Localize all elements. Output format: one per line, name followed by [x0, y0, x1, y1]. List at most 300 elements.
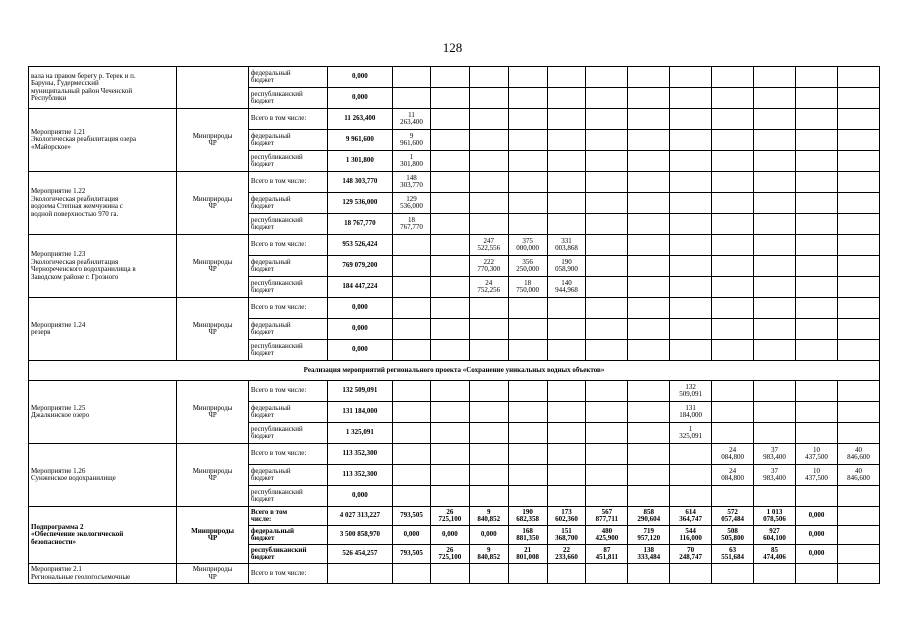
- year-amount-cell: 151 368,700: [547, 526, 586, 545]
- year-amount-cell: [837, 88, 879, 109]
- year-amount-cell: [795, 277, 837, 298]
- year-amount-cell: [469, 340, 508, 361]
- executor-cell: Минприроды ЧР: [177, 298, 249, 361]
- total-amount-cell: 4 027 313,227: [327, 507, 392, 526]
- year-amount-cell: [586, 381, 628, 402]
- year-amount-cell: [628, 402, 670, 423]
- year-amount-cell: [469, 151, 508, 172]
- year-amount-cell: [508, 88, 547, 109]
- year-amount-cell: 1 013 078,506: [754, 507, 796, 526]
- year-amount-cell: [837, 526, 879, 545]
- year-amount-cell: [393, 235, 431, 256]
- year-amount-cell: [586, 423, 628, 444]
- table-row: [29, 67, 880, 88]
- year-amount-cell: [430, 151, 469, 172]
- year-amount-cell: [837, 67, 879, 88]
- year-amount-cell: [547, 67, 586, 88]
- year-amount-cell: 1 301,800: [393, 151, 431, 172]
- year-amount-cell: [469, 172, 508, 193]
- year-amount-cell: 222 770,300: [469, 256, 508, 277]
- year-amount-cell: [586, 465, 628, 486]
- year-amount-cell: 40 846,600: [837, 444, 879, 465]
- total-amount-cell: 18 767,770: [327, 214, 392, 235]
- year-amount-cell: 572 057,484: [712, 507, 754, 526]
- year-amount-cell: [670, 214, 712, 235]
- year-amount-cell: [837, 235, 879, 256]
- year-amount-cell: [795, 423, 837, 444]
- year-amount-cell: [754, 486, 796, 507]
- year-amount-cell: [628, 130, 670, 151]
- total-amount-cell: 0,000: [327, 298, 392, 319]
- executor-cell: Минприроды ЧР: [177, 564, 249, 584]
- year-amount-cell: [754, 381, 796, 402]
- year-amount-cell: 9 840,852: [469, 545, 508, 564]
- year-amount-cell: [712, 172, 754, 193]
- year-amount-cell: [469, 564, 508, 584]
- year-amount-cell: [795, 381, 837, 402]
- year-amount-cell: 190 058,900: [547, 256, 586, 277]
- year-amount-cell: [670, 298, 712, 319]
- year-amount-cell: [837, 277, 879, 298]
- year-amount-cell: 9 840,852: [469, 507, 508, 526]
- year-amount-cell: [754, 423, 796, 444]
- year-amount-cell: [393, 423, 431, 444]
- year-amount-cell: 37 983,400: [754, 444, 796, 465]
- year-amount-cell: [586, 151, 628, 172]
- year-amount-cell: [469, 109, 508, 130]
- total-amount-cell: 148 303,770: [327, 172, 392, 193]
- year-amount-cell: [430, 444, 469, 465]
- year-amount-cell: [670, 564, 712, 584]
- event-name-cell: Мероприятие 1.22 Экологическая реабилитация водоема Степная жемчужина с водной поверхностью 970 га.: [29, 172, 177, 235]
- funding-source-cell: Всего в том числе:: [248, 381, 327, 402]
- executor-cell: Минприроды ЧР: [177, 507, 249, 564]
- year-amount-cell: 85 474,406: [754, 545, 796, 564]
- year-amount-cell: [393, 340, 431, 361]
- year-amount-cell: [628, 564, 670, 584]
- year-amount-cell: [628, 256, 670, 277]
- funding-source-cell: Всего в том числе:: [248, 109, 327, 130]
- year-amount-cell: [712, 235, 754, 256]
- year-amount-cell: [712, 423, 754, 444]
- year-amount-cell: [795, 172, 837, 193]
- year-amount-cell: [712, 67, 754, 88]
- year-amount-cell: [393, 67, 431, 88]
- year-amount-cell: [837, 130, 879, 151]
- funding-source-cell: федеральный бюджет: [248, 256, 327, 277]
- year-amount-cell: [547, 465, 586, 486]
- year-amount-cell: [508, 130, 547, 151]
- total-amount-cell: 113 352,300: [327, 444, 392, 465]
- year-amount-cell: [469, 298, 508, 319]
- year-amount-cell: [586, 256, 628, 277]
- year-amount-cell: [430, 256, 469, 277]
- year-amount-cell: [430, 67, 469, 88]
- year-amount-cell: [547, 486, 586, 507]
- year-amount-cell: 793,505: [393, 545, 431, 564]
- total-amount-cell: 3 500 858,970: [327, 526, 392, 545]
- table-row: [29, 564, 880, 584]
- year-amount-cell: [508, 564, 547, 584]
- year-amount-cell: [508, 214, 547, 235]
- year-amount-cell: [393, 402, 431, 423]
- event-name-cell: Мероприятие 1.26 Сунженское водохранилище: [29, 444, 177, 507]
- funding-source-cell: Всего в том числе:: [248, 172, 327, 193]
- year-amount-cell: [795, 340, 837, 361]
- year-amount-cell: [586, 235, 628, 256]
- funding-source-cell: республиканский бюджет: [248, 88, 327, 109]
- total-amount-cell: 113 352,300: [327, 465, 392, 486]
- year-amount-cell: [795, 67, 837, 88]
- year-amount-cell: [586, 130, 628, 151]
- year-amount-cell: [712, 256, 754, 277]
- year-amount-cell: 129 536,000: [393, 193, 431, 214]
- year-amount-cell: [795, 88, 837, 109]
- year-amount-cell: 148 303,770: [393, 172, 431, 193]
- year-amount-cell: [754, 319, 796, 340]
- year-amount-cell: [712, 564, 754, 584]
- funding-source-cell: Всего в том числе:: [248, 235, 327, 256]
- year-amount-cell: 927 604,100: [754, 526, 796, 545]
- funding-source-cell: федеральный бюджет: [248, 319, 327, 340]
- funding-source-cell: республиканский бюджет: [248, 214, 327, 235]
- year-amount-cell: [670, 88, 712, 109]
- year-amount-cell: 63 551,684: [712, 545, 754, 564]
- year-amount-cell: [795, 235, 837, 256]
- event-name-cell: Подпрограмма 2 «Обеспечение экологической безопасности»: [29, 507, 177, 564]
- year-amount-cell: [469, 67, 508, 88]
- year-amount-cell: [547, 298, 586, 319]
- year-amount-cell: [754, 109, 796, 130]
- year-amount-cell: [837, 109, 879, 130]
- year-amount-cell: [712, 109, 754, 130]
- year-amount-cell: 11 263,400: [393, 109, 431, 130]
- year-amount-cell: 24 752,256: [469, 277, 508, 298]
- funding-source-cell: федеральный бюджет: [248, 465, 327, 486]
- year-amount-cell: [837, 193, 879, 214]
- year-amount-cell: [670, 465, 712, 486]
- year-amount-cell: [670, 277, 712, 298]
- year-amount-cell: [795, 402, 837, 423]
- year-amount-cell: 22 233,660: [547, 545, 586, 564]
- year-amount-cell: [837, 423, 879, 444]
- year-amount-cell: [628, 423, 670, 444]
- year-amount-cell: [837, 545, 879, 564]
- year-amount-cell: 26 725,100: [430, 507, 469, 526]
- total-amount-cell: 769 079,200: [327, 256, 392, 277]
- year-amount-cell: [508, 486, 547, 507]
- funding-source-cell: федеральный бюджет: [248, 402, 327, 423]
- year-amount-cell: 168 881,350: [508, 526, 547, 545]
- year-amount-cell: [670, 256, 712, 277]
- total-amount-cell: 0,000: [327, 486, 392, 507]
- year-amount-cell: 70 248,747: [670, 545, 712, 564]
- year-amount-cell: [508, 151, 547, 172]
- year-amount-cell: [712, 319, 754, 340]
- funding-source-cell: Всего в том числе:: [248, 564, 327, 584]
- year-amount-cell: [393, 564, 431, 584]
- year-amount-cell: [508, 67, 547, 88]
- total-amount-cell: 129 536,000: [327, 193, 392, 214]
- year-amount-cell: [430, 319, 469, 340]
- year-amount-cell: 9 961,600: [393, 130, 431, 151]
- year-amount-cell: 131 184,000: [670, 402, 712, 423]
- year-amount-cell: [670, 444, 712, 465]
- year-amount-cell: 247 522,556: [469, 235, 508, 256]
- year-amount-cell: [670, 235, 712, 256]
- table-row: [29, 381, 880, 402]
- year-amount-cell: [754, 235, 796, 256]
- year-amount-cell: [469, 130, 508, 151]
- year-amount-cell: [795, 298, 837, 319]
- year-amount-cell: [547, 319, 586, 340]
- total-amount-cell: 132 509,091: [327, 381, 392, 402]
- year-amount-cell: [670, 151, 712, 172]
- year-amount-cell: 508 505,800: [712, 526, 754, 545]
- year-amount-cell: [712, 277, 754, 298]
- year-amount-cell: [628, 109, 670, 130]
- funding-source-cell: федеральный бюджет: [248, 130, 327, 151]
- year-amount-cell: [393, 88, 431, 109]
- year-amount-cell: [586, 109, 628, 130]
- table-row: [29, 172, 880, 193]
- year-amount-cell: [754, 214, 796, 235]
- funding-source-cell: республиканский бюджет: [248, 545, 327, 564]
- year-amount-cell: [712, 340, 754, 361]
- year-amount-cell: [469, 381, 508, 402]
- funding-source-cell: республиканский бюджет: [248, 486, 327, 507]
- year-amount-cell: [547, 88, 586, 109]
- year-amount-cell: [712, 88, 754, 109]
- year-amount-cell: [430, 130, 469, 151]
- year-amount-cell: [586, 564, 628, 584]
- year-amount-cell: [670, 193, 712, 214]
- table-row: [29, 298, 880, 319]
- year-amount-cell: [628, 444, 670, 465]
- funding-source-cell: республиканский бюджет: [248, 423, 327, 444]
- year-amount-cell: [508, 465, 547, 486]
- year-amount-cell: [508, 319, 547, 340]
- year-amount-cell: 24 084,800: [712, 465, 754, 486]
- year-amount-cell: 132 509,091: [670, 381, 712, 402]
- budget-table: [28, 66, 880, 584]
- year-amount-cell: [712, 381, 754, 402]
- year-amount-cell: 0,000: [393, 526, 431, 545]
- funding-source-cell: федеральный бюджет: [248, 67, 327, 88]
- year-amount-cell: [628, 319, 670, 340]
- total-amount-cell: 131 184,000: [327, 402, 392, 423]
- year-amount-cell: [837, 151, 879, 172]
- year-amount-cell: [547, 402, 586, 423]
- year-amount-cell: [430, 193, 469, 214]
- year-amount-cell: [508, 340, 547, 361]
- year-amount-cell: [754, 88, 796, 109]
- year-amount-cell: [837, 214, 879, 235]
- year-amount-cell: [754, 151, 796, 172]
- year-amount-cell: 18 750,000: [508, 277, 547, 298]
- year-amount-cell: 26 725,100: [430, 545, 469, 564]
- year-amount-cell: [430, 172, 469, 193]
- year-amount-cell: [393, 277, 431, 298]
- year-amount-cell: [586, 486, 628, 507]
- year-amount-cell: [628, 235, 670, 256]
- year-amount-cell: [837, 564, 879, 584]
- year-amount-cell: [469, 319, 508, 340]
- year-amount-cell: [586, 193, 628, 214]
- year-amount-cell: [469, 214, 508, 235]
- year-amount-cell: [837, 340, 879, 361]
- year-amount-cell: [508, 298, 547, 319]
- year-amount-cell: [393, 444, 431, 465]
- year-amount-cell: [469, 465, 508, 486]
- year-amount-cell: [628, 277, 670, 298]
- event-name-cell: Мероприятие 2.1 Региональные геологосъемочные: [29, 564, 177, 584]
- year-amount-cell: [754, 340, 796, 361]
- event-name-cell: Мероприятие 1.24 резерв: [29, 298, 177, 361]
- year-amount-cell: [712, 130, 754, 151]
- year-amount-cell: 10 437,500: [795, 465, 837, 486]
- funding-source-cell: республиканский бюджет: [248, 340, 327, 361]
- year-amount-cell: [670, 172, 712, 193]
- year-amount-cell: [712, 193, 754, 214]
- year-amount-cell: [586, 340, 628, 361]
- year-amount-cell: [393, 298, 431, 319]
- total-amount-cell: 0,000: [327, 88, 392, 109]
- year-amount-cell: [837, 381, 879, 402]
- year-amount-cell: [469, 88, 508, 109]
- funding-source-cell: федеральный бюджет: [248, 526, 327, 545]
- year-amount-cell: [795, 256, 837, 277]
- year-amount-cell: [628, 214, 670, 235]
- year-amount-cell: [430, 298, 469, 319]
- year-amount-cell: [430, 235, 469, 256]
- executor-cell: Минприроды ЧР: [177, 381, 249, 444]
- year-amount-cell: 0,000: [795, 526, 837, 545]
- executor-cell: [177, 67, 249, 109]
- year-amount-cell: [754, 298, 796, 319]
- year-amount-cell: 1 325,091: [670, 423, 712, 444]
- year-amount-cell: [670, 67, 712, 88]
- year-amount-cell: [393, 486, 431, 507]
- year-amount-cell: [712, 402, 754, 423]
- year-amount-cell: [547, 172, 586, 193]
- year-amount-cell: [586, 298, 628, 319]
- table-row: [29, 235, 880, 256]
- total-amount-cell: 0,000: [327, 67, 392, 88]
- year-amount-cell: 719 957,120: [628, 526, 670, 545]
- table-row: [29, 109, 880, 130]
- year-amount-cell: [628, 67, 670, 88]
- year-amount-cell: [754, 402, 796, 423]
- executor-cell: Минприроды ЧР: [177, 172, 249, 235]
- year-amount-cell: [430, 340, 469, 361]
- year-amount-cell: [754, 256, 796, 277]
- year-amount-cell: [628, 340, 670, 361]
- year-amount-cell: [795, 319, 837, 340]
- year-amount-cell: [547, 444, 586, 465]
- year-amount-cell: [670, 130, 712, 151]
- year-amount-cell: 858 290,604: [628, 507, 670, 526]
- year-amount-cell: [430, 214, 469, 235]
- year-amount-cell: [508, 381, 547, 402]
- funding-source-cell: федеральный бюджет: [248, 193, 327, 214]
- year-amount-cell: [586, 319, 628, 340]
- year-amount-cell: [586, 444, 628, 465]
- year-amount-cell: [508, 172, 547, 193]
- year-amount-cell: [754, 277, 796, 298]
- funding-source-cell: Всего в том числе:: [248, 507, 327, 526]
- executor-cell: Минприроды ЧР: [177, 109, 249, 172]
- total-amount-cell: 0,000: [327, 319, 392, 340]
- total-amount-cell: [327, 564, 392, 584]
- year-amount-cell: 138 333,484: [628, 545, 670, 564]
- year-amount-cell: [837, 319, 879, 340]
- year-amount-cell: 0,000: [795, 507, 837, 526]
- year-amount-cell: [547, 109, 586, 130]
- year-amount-cell: 37 983,400: [754, 465, 796, 486]
- year-amount-cell: [795, 130, 837, 151]
- year-amount-cell: [547, 130, 586, 151]
- year-amount-cell: [430, 402, 469, 423]
- year-amount-cell: 10 437,500: [795, 444, 837, 465]
- year-amount-cell: 87 451,811: [586, 545, 628, 564]
- year-amount-cell: [547, 151, 586, 172]
- year-amount-cell: [547, 340, 586, 361]
- executor-cell: Минприроды ЧР: [177, 235, 249, 298]
- year-amount-cell: [430, 109, 469, 130]
- year-amount-cell: [754, 193, 796, 214]
- year-amount-cell: [393, 256, 431, 277]
- year-amount-cell: [670, 319, 712, 340]
- year-amount-cell: [628, 88, 670, 109]
- year-amount-cell: [670, 340, 712, 361]
- total-amount-cell: 1 325,091: [327, 423, 392, 444]
- year-amount-cell: [628, 298, 670, 319]
- year-amount-cell: 614 364,747: [670, 507, 712, 526]
- year-amount-cell: [430, 277, 469, 298]
- year-amount-cell: 24 084,800: [712, 444, 754, 465]
- year-amount-cell: [628, 486, 670, 507]
- year-amount-cell: [628, 172, 670, 193]
- year-amount-cell: [586, 214, 628, 235]
- event-name-cell: Мероприятие 1.25 Джалкинское озеро: [29, 381, 177, 444]
- year-amount-cell: [795, 193, 837, 214]
- year-amount-cell: [795, 214, 837, 235]
- year-amount-cell: [670, 109, 712, 130]
- year-amount-cell: 375 000,000: [508, 235, 547, 256]
- year-amount-cell: [837, 402, 879, 423]
- year-amount-cell: [712, 151, 754, 172]
- year-amount-cell: [547, 564, 586, 584]
- year-amount-cell: [547, 423, 586, 444]
- event-name-cell: Мероприятие 1.21 Экологическая реабилитация озера «Майорское»: [29, 109, 177, 172]
- year-amount-cell: 544 116,000: [670, 526, 712, 545]
- year-amount-cell: [712, 298, 754, 319]
- year-amount-cell: 140 944,968: [547, 277, 586, 298]
- executor-cell: Минприроды ЧР: [177, 444, 249, 507]
- year-amount-cell: 480 425,900: [586, 526, 628, 545]
- year-amount-cell: 0,000: [469, 526, 508, 545]
- year-amount-cell: [837, 172, 879, 193]
- year-amount-cell: [837, 486, 879, 507]
- section-heading-row: [29, 361, 880, 381]
- year-amount-cell: [628, 465, 670, 486]
- year-amount-cell: [628, 381, 670, 402]
- year-amount-cell: [670, 486, 712, 507]
- funding-source-cell: республиканский бюджет: [248, 151, 327, 172]
- year-amount-cell: [430, 423, 469, 444]
- year-amount-cell: [430, 564, 469, 584]
